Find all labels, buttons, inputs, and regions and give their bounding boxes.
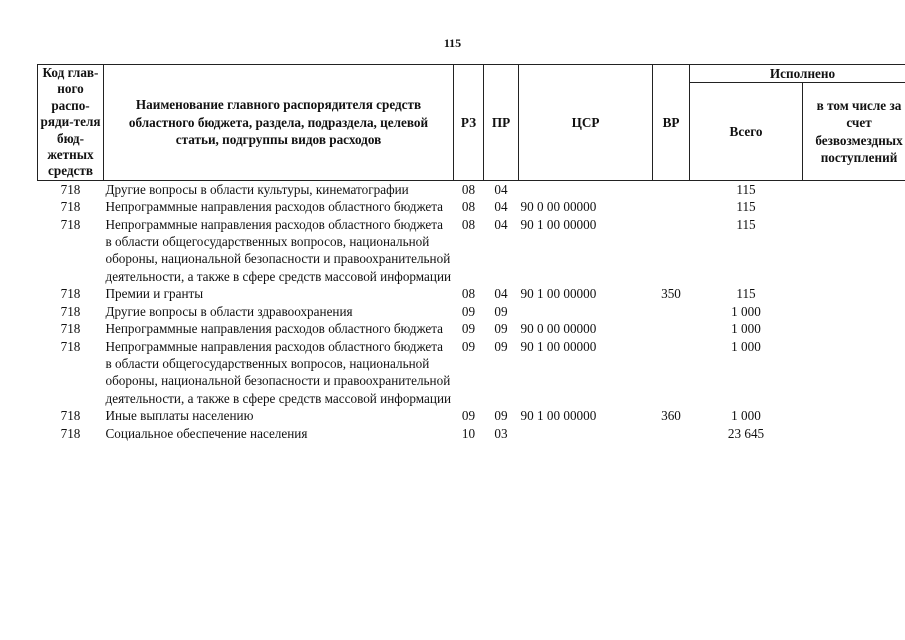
cell-csr xyxy=(519,180,653,198)
header-total: Всего xyxy=(690,83,803,180)
cell-vr: 360 xyxy=(661,408,681,424)
cell-free-receipts xyxy=(803,285,905,302)
cell-code: 718 xyxy=(60,425,81,441)
cell-rz: 08 xyxy=(461,216,476,232)
header-executed: Исполнено xyxy=(690,65,905,83)
cell-csr: 90 1 00 00000 xyxy=(520,408,597,424)
cell-name: Непрограммные направления расходов областного бюджета в области общегосударственных вопросов, национальной обороны, национальной безопасности и правоохранительной деятельности, а также в сфере средств массовой информации xyxy=(105,338,452,406)
cell-total: 1 000 xyxy=(731,338,761,354)
cell-name: Другие вопросы в области здравоохранения xyxy=(105,303,353,319)
table-row xyxy=(38,407,905,424)
cell-vr xyxy=(653,425,690,442)
table-row xyxy=(38,216,905,286)
cell-pr: 04 xyxy=(494,216,508,232)
cell-vr xyxy=(653,216,690,286)
cell-name: Непрограммные направления расходов областного бюджета в области общегосударственных вопросов, национальной обороны, национальной безопасности и правоохранительной деятельности, а также в сфере средств массовой информации xyxy=(105,216,452,284)
table-row xyxy=(38,285,905,302)
cell-rz: 08 xyxy=(461,199,476,215)
cell-pr: 09 xyxy=(494,321,508,337)
cell-rz: 09 xyxy=(461,338,476,354)
cell-pr: 04 xyxy=(494,286,508,302)
cell-total: 1 000 xyxy=(731,303,761,319)
cell-name: Премии и гранты xyxy=(105,286,204,302)
cell-pr: 09 xyxy=(494,303,508,319)
cell-name: Непрограммные направления расходов областного бюджета xyxy=(105,321,444,337)
cell-name: Иные выплаты населению xyxy=(105,408,254,424)
cell-vr xyxy=(653,198,690,215)
cell-pr: 04 xyxy=(494,199,508,215)
header-code: Код глав-ного распо-ряди-теля бюд-жетных средств xyxy=(38,65,104,181)
cell-rz: 08 xyxy=(461,286,476,302)
table-body xyxy=(38,180,905,442)
cell-csr: 90 0 00 00000 xyxy=(520,321,597,337)
cell-csr: 90 1 00 00000 xyxy=(520,216,597,232)
cell-code: 718 xyxy=(60,181,81,197)
cell-code: 718 xyxy=(60,321,81,337)
cell-free-receipts xyxy=(803,216,905,286)
table-row xyxy=(38,198,905,215)
cell-free-receipts xyxy=(803,320,905,337)
cell-code: 718 xyxy=(60,338,81,354)
cell-code: 718 xyxy=(60,286,81,302)
cell-rz: 09 xyxy=(461,303,476,319)
cell-pr: 04 xyxy=(494,181,508,197)
header-vr: ВР xyxy=(653,65,690,181)
cell-total: 1 000 xyxy=(731,408,761,424)
cell-csr: 90 1 00 00000 xyxy=(520,286,597,302)
cell-total: 23 645 xyxy=(727,425,765,441)
header-csr: ЦСР xyxy=(519,65,653,181)
table-row xyxy=(38,303,905,320)
cell-pr: 03 xyxy=(494,425,508,441)
cell-total: 115 xyxy=(736,199,756,215)
header-pr: ПР xyxy=(484,65,519,181)
header-rz: РЗ xyxy=(454,65,484,181)
budget-table xyxy=(37,64,905,442)
cell-vr xyxy=(653,180,690,198)
cell-rz: 10 xyxy=(461,425,476,441)
header-free-receipts: в том числе за счет безвозмездных поступлений xyxy=(803,83,905,180)
cell-total: 1 000 xyxy=(731,321,761,337)
cell-rz: 09 xyxy=(461,321,476,337)
cell-free-receipts xyxy=(803,303,905,320)
cell-free-receipts xyxy=(803,198,905,215)
cell-csr xyxy=(519,303,653,320)
cell-vr xyxy=(653,303,690,320)
cell-name: Непрограммные направления расходов областного бюджета xyxy=(105,199,444,215)
cell-code: 718 xyxy=(60,303,81,319)
cell-free-receipts xyxy=(803,407,905,424)
cell-rz: 09 xyxy=(461,408,476,424)
cell-pr: 09 xyxy=(494,408,508,424)
header-name: Наименование главного распорядителя средств областного бюджета, раздела, подраздела, целевой статьи, подгруппы видов расходов xyxy=(104,65,454,181)
cell-code: 718 xyxy=(60,199,81,215)
cell-total: 115 xyxy=(736,181,756,197)
cell-name: Другие вопросы в области культуры, кинематографии xyxy=(105,181,409,197)
cell-total: 115 xyxy=(736,286,756,302)
cell-free-receipts xyxy=(803,180,905,198)
cell-csr xyxy=(519,425,653,442)
table-row xyxy=(38,180,905,198)
cell-free-receipts xyxy=(803,338,905,408)
cell-free-receipts xyxy=(803,425,905,442)
cell-vr: 350 xyxy=(661,286,681,302)
cell-csr: 90 1 00 00000 xyxy=(520,338,597,354)
table-row xyxy=(38,320,905,337)
cell-vr xyxy=(653,338,690,408)
page-number: 115 xyxy=(443,36,462,50)
cell-code: 718 xyxy=(60,408,81,424)
table-row xyxy=(38,338,905,408)
cell-pr: 09 xyxy=(494,338,508,354)
cell-code: 718 xyxy=(60,216,81,232)
table-header xyxy=(38,65,905,181)
table-row xyxy=(38,425,905,442)
cell-total: 115 xyxy=(736,216,756,232)
cell-rz: 08 xyxy=(461,181,476,197)
cell-vr xyxy=(653,320,690,337)
cell-csr: 90 0 00 00000 xyxy=(520,199,597,215)
cell-name: Социальное обеспечение населения xyxy=(105,425,308,441)
